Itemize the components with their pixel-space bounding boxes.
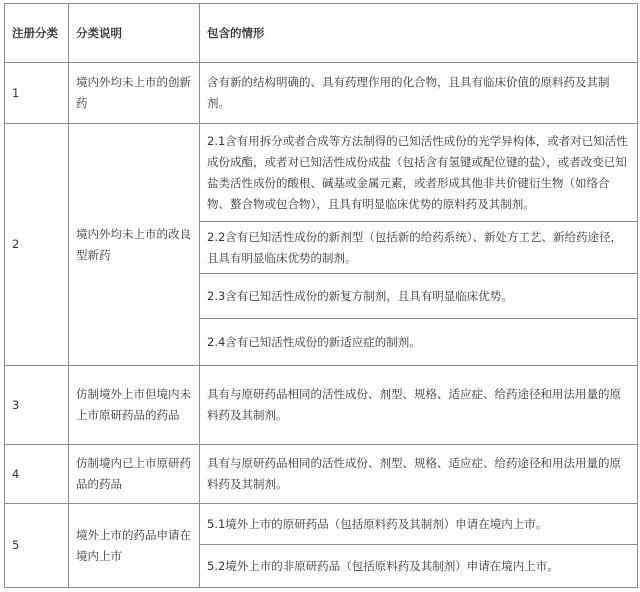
row-category: 仿制境外上市但境内未上市原研药品的药品	[69, 366, 200, 445]
table-row	[5, 366, 638, 445]
header-registration-class: 注册分类	[5, 4, 69, 63]
row-class-id: 3	[5, 366, 69, 445]
drug-registration-table	[4, 3, 638, 588]
row-case: 5.1境外上市的原研药品（包括原料药及其制剂）申请在境内上市。	[200, 504, 638, 545]
row-category: 仿制境内已上市原研药品的药品	[69, 445, 200, 504]
row-case: 2.1含有用拆分或者合成等方法制得的已知活性成份的光学异构体，或者对已知活性成份成酯，或者对已知活性成份成盐（包括含有氢键或配位键的盐），或者改变已知盐类活性成份的酸根、碱基或金属元素，或者形成其他非共价键衍生物（如络合物、螯合物或包合物），且具有明显临床优势的原料药及其制剂。	[200, 124, 638, 222]
row-class-id: 4	[5, 445, 69, 504]
row-case: 2.4含有已知活性成份的新适应症的制剂。	[200, 319, 638, 366]
table-row	[5, 504, 638, 545]
row-category: 境外上市的药品申请在境内上市	[69, 504, 200, 588]
table-row	[5, 124, 638, 222]
table-header-row	[5, 4, 638, 63]
row-category: 境内外均未上市的改良型新药	[69, 124, 200, 366]
row-case: 2.2含有已知活性成份的新剂型（包括新的给药系统）、新处方工艺、新给药途径，且具有明显临床优势的制剂。	[200, 222, 638, 274]
header-class-description: 分类说明	[69, 4, 200, 63]
row-case: 5.2境外上市的非原研药品（包括原料药及其制剂）申请在境内上市。	[200, 545, 638, 588]
row-category: 境内外均未上市的创新药	[69, 63, 200, 124]
row-class-id: 5	[5, 504, 69, 588]
table-row	[5, 63, 638, 124]
row-case: 具有与原研药品相同的活性成份、剂型、规格、适应症、给药途径和用法用量的原料药及其制剂。	[200, 445, 638, 504]
row-case: 具有与原研药品相同的活性成份、剂型、规格、适应症、给药途径和用法用量的原料药及其制剂。	[200, 366, 638, 445]
row-class-id: 2	[5, 124, 69, 366]
row-case: 2.3含有已知活性成份的新复方制剂，且具有明显临床优势。	[200, 274, 638, 319]
header-included-cases: 包含的情形	[200, 4, 638, 63]
table-row	[5, 445, 638, 504]
row-case: 含有新的结构明确的、具有药理作用的化合物，且具有临床价值的原料药及其制剂。	[200, 63, 638, 124]
row-class-id: 1	[5, 63, 69, 124]
